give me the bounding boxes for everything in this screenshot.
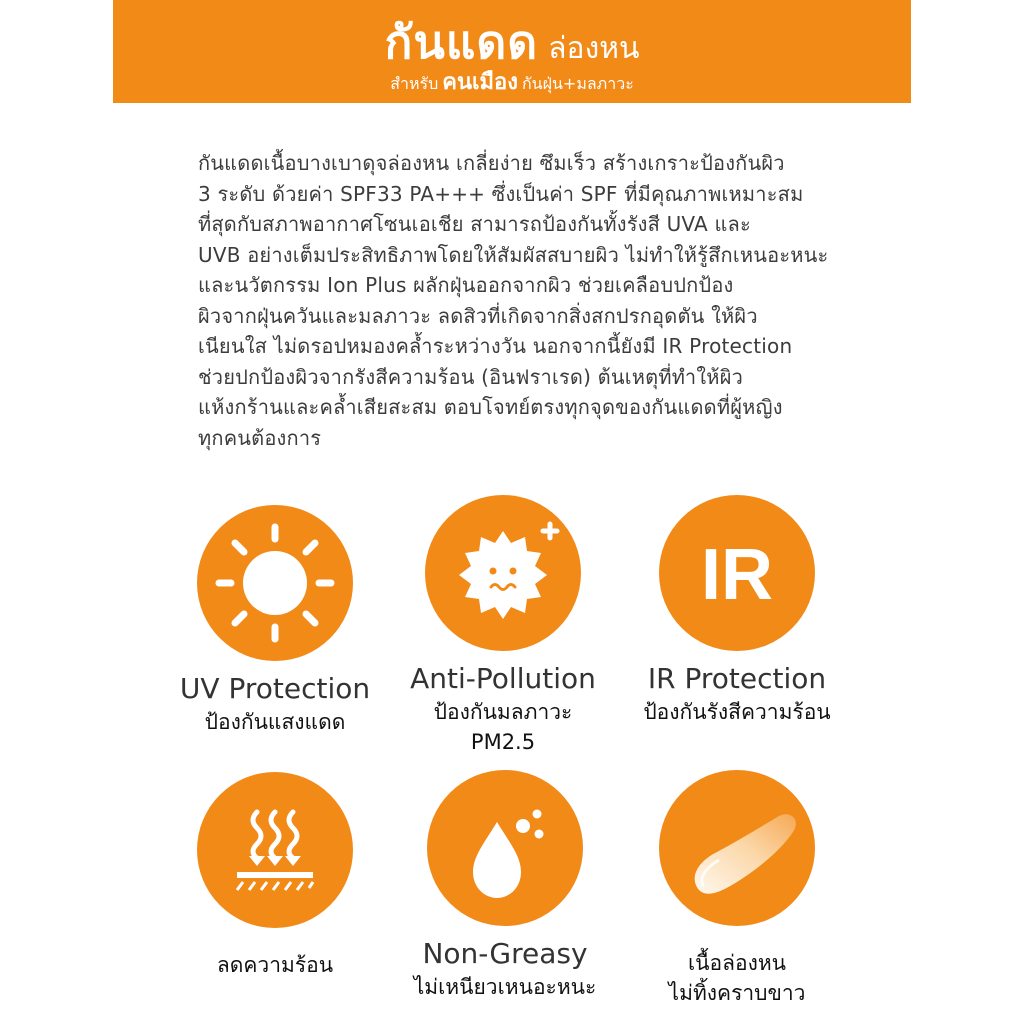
description-line: 3 ระดับ ด้วยค่า SPF33 PA+++ ซึ่งเป็นค่า SPF ที่มีคุณภาพเหมาะสม bbox=[198, 181, 804, 206]
feature-ir-protection bbox=[612, 495, 862, 727]
description-line: และนวัตกรรม Ion Plus ผลักฝุ่นออกจากผิว ช่วยเคลือบปกป้อง bbox=[198, 273, 734, 297]
pollution-particle-icon bbox=[425, 495, 581, 651]
cream-swatch-icon bbox=[659, 770, 815, 926]
feature-subtitle: เนื้อล่องหน bbox=[687, 951, 787, 975]
subtitle-suffix: กันฝุ่น+มลภาวะ bbox=[521, 74, 634, 93]
feature-anti-pollution bbox=[378, 495, 628, 757]
feature-invisible-texture bbox=[612, 770, 862, 1008]
title-secondary: ล่องหน bbox=[548, 31, 640, 66]
feature-title: IR Protection bbox=[647, 662, 827, 695]
description-line: ทุกคนต้องการ bbox=[198, 425, 322, 450]
description-line: UVB อย่างเต็มประสิทธิภาพโดยให้สัมผัสสบายผิว ไม่ทำให้รู้สึกเหนอะหนะ bbox=[198, 242, 829, 267]
product-description bbox=[198, 148, 848, 453]
feature-subtitle: ป้องกันมลภาวะ bbox=[433, 700, 573, 724]
water-drop-icon bbox=[427, 770, 583, 926]
feature-uv-protection bbox=[150, 505, 400, 737]
ir-icon-text: IR bbox=[701, 535, 773, 615]
title-main: กันแดด bbox=[384, 15, 539, 69]
subtitle-prefix: สำหรับ bbox=[390, 74, 439, 93]
feature-subtitle: ไม่เหนียวเหนอะหนะ bbox=[413, 975, 597, 999]
feature-non-greasy bbox=[380, 770, 630, 1002]
header-banner bbox=[113, 0, 911, 103]
feature-title: Anti-Pollution bbox=[410, 662, 596, 695]
banner-subtitle bbox=[113, 70, 911, 97]
feature-heat-reduction bbox=[150, 772, 400, 980]
description-line: แห้งกร้านและคล้ำเสียสะสม ตอบโจทย์ตรงทุกจุดของกันแดดที่ผู้หญิง bbox=[198, 395, 783, 419]
feature-title: UV Protection bbox=[179, 672, 371, 705]
description-line: ที่สุดกับสภาพอากาศโซนเอเชีย สามารถป้องกันทั้งรังสี UVA และ bbox=[198, 212, 751, 236]
heat-waves-icon bbox=[197, 772, 353, 928]
ir-icon bbox=[659, 495, 815, 651]
description-line: ช่วยปกป้องผิวจากรังสีความร้อน (อินฟราเรด) ต้นเหตุที่ทำให้ผิว bbox=[198, 364, 744, 389]
description-line: เนียนใส ไม่ดรอปหมองคล้ำระหว่างวัน นอกจากนี้ยังมี IR Protection bbox=[198, 334, 793, 358]
description-line: ผิวจากฝุ่นควันและมลภาวะ ลดสิวที่เกิดจากสิ่งสกปรกอุดตัน ให้ผิว bbox=[198, 303, 758, 328]
feature-subtitle-line2: PM2.5 bbox=[470, 730, 536, 754]
description-line: กันแดดเนื้อบางเบาดุจล่องหน เกลี่ยง่าย ซึมเร็ว สร้างเกราะป้องกันผิว bbox=[198, 151, 785, 175]
feature-title: Non-Greasy bbox=[422, 937, 588, 970]
sun-icon bbox=[197, 505, 353, 661]
subtitle-bold: คนเมือง bbox=[442, 70, 518, 95]
feature-subtitle: ป้องกันรังสีความร้อน bbox=[643, 700, 831, 724]
feature-subtitle: ลดความร้อน bbox=[216, 953, 334, 977]
feature-subtitle: ป้องกันแสงแดด bbox=[204, 710, 346, 734]
feature-subtitle-line2: ไม่ทิ้งคราบขาว bbox=[668, 981, 806, 1005]
